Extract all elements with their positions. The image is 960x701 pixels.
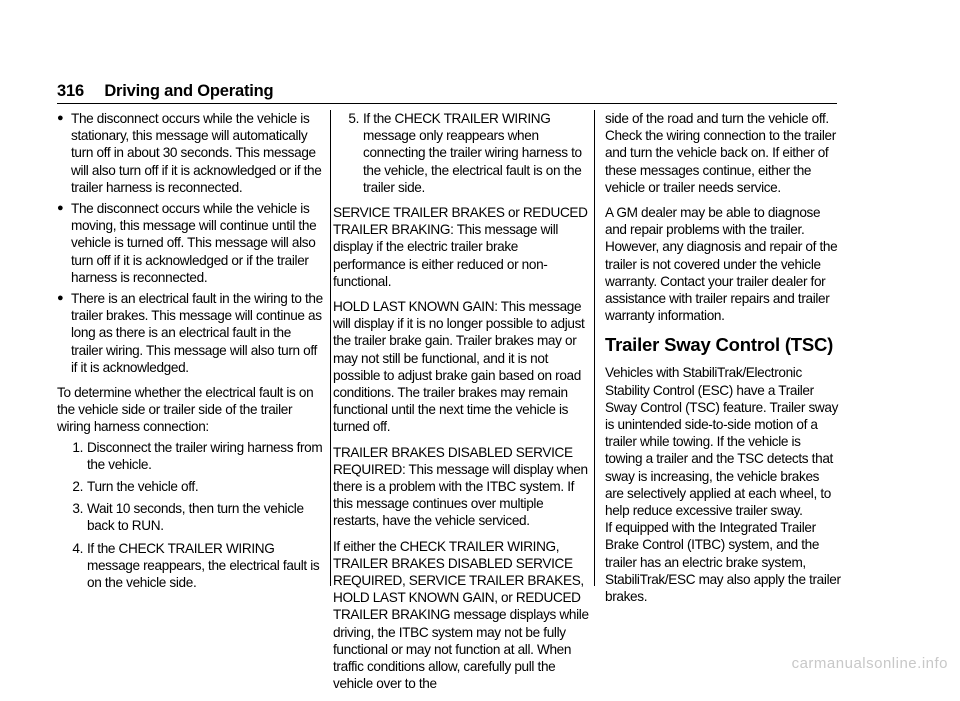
section-title: Driving and Operating [104,82,274,100]
column-3 [605,110,841,613]
bullet-icon: ● [57,292,64,305]
paragraph: If equipped with the Integrated Trailer Brake Control (ITBC) system, and the trailer has an electric brake system, StabiliTrak/ESC may also apply the trailer brakes. [605,520,841,605]
paragraph: Vehicles with StabiliTrak/Electronic Stability Control (ESC) have a Trailer Sway Control (TSC) feature. Trailer sway is unintended side-to-side motion of a trailer while towing. If the vehicle is towing a trailer and the TSC detects that sway is increasing, the vehicle brakes are selectively applied at each wheel, to help reduce excessive trailer sway. [605,365,839,519]
paragraph: If either the CHECK TRAILER WIRING, TRAILER BRAKES DISABLED SERVICE REQUIRED, SERVICE TRAILER BRAKES, HOLD LAST KNOWN GAIN, or REDUCED TRAILER BRAKING message displays while driving, the ITBC system may not be fully functional or may not function at all. When traffic conditions allow, carefully pull the vehicle over to the [333,538,589,692]
bullet-icon: ● [57,202,64,215]
bullet-item: ● There is an electrical fault in the wiring to the trailer brakes. This message will continue as long as there is an electrical fault in the trailer wiring. This message will also turn off if it is acknowledged. [57,291,323,375]
paragraph: To determine whether the electrical fault is on the vehicle side or trailer side of the trailer wiring harness connection: [57,385,314,435]
paragraph: A GM dealer may be able to diagnose and repair problems with the trailer. However, any diagnosis and repair of the trailer is not covered under the vehicle warranty. Contact your trailer dealer for assistance with trailer repairs and trailer warranty information. [605,205,838,324]
numbered-step: 1. Disconnect the trailer wiring harness from the vehicle. [72,439,323,472]
numbered-step: 4. If the CHECK TRAILER WIRING message reappears, the electrical fault is on the vehicle side. [72,540,320,591]
column-divider [594,110,595,586]
paragraph: HOLD LAST KNOWN GAIN: This message will display if it is no longer possible to adjust the trailer brake gain. Trailer brakes may or may not still be functional, and it is not possible to adjust brake gain based on road conditions. The trailer brakes may remain functional until the next time the vehicle is turned off. [333,299,585,435]
header-rule [57,103,837,104]
bullet-item: ● The disconnect occurs while the vehicle is stationary, this message will automatically turn off in about 30 seconds. This message will also turn off if it is acknowledged or if the trailer harness is reconnected. [57,111,322,195]
paragraph: SERVICE TRAILER BRAKES or REDUCED TRAILER BRAKING: This message will display if the electric trailer brake performance is either reduced or non-functional. [333,205,588,289]
numbered-step: 3. Wait 10 seconds, then turn the vehicle back to RUN. [72,501,304,534]
page-number: 316 [57,82,84,100]
column-2 [333,110,591,701]
watermark: carmanualsonline.info [791,655,948,672]
section-heading: Trailer Sway Control (TSC) [605,334,834,356]
column-1 [57,110,323,596]
bullet-item: ● The disconnect occurs while the vehicle is moving, this message will continue until the vehicle is turned off. This message will also turn off if it is acknowledged or if the trailer harness is reconnected. [57,201,317,285]
paragraph: TRAILER BRAKES DISABLED SERVICE REQUIRED: This message will display when there is a problem with the ITBC system. If this message continues over multiple restarts, have the vehicle serviced. [333,444,588,529]
page-header [57,82,273,101]
numbered-step: 2. Turn the vehicle off. [72,479,199,495]
numbered-step: 5. If the CHECK TRAILER WIRING message only reappears when connecting the trailer wiring harness to the vehicle, the electrical fault is on the trailer side. [348,111,582,195]
bullet-icon: ● [57,112,64,124]
column-divider [330,110,331,586]
paragraph: side of the road and turn the vehicle off. Check the wiring connection to the trailer and turn the vehicle back on. If either of these messages continue, either the vehicle or trailer needs service. [605,111,836,195]
